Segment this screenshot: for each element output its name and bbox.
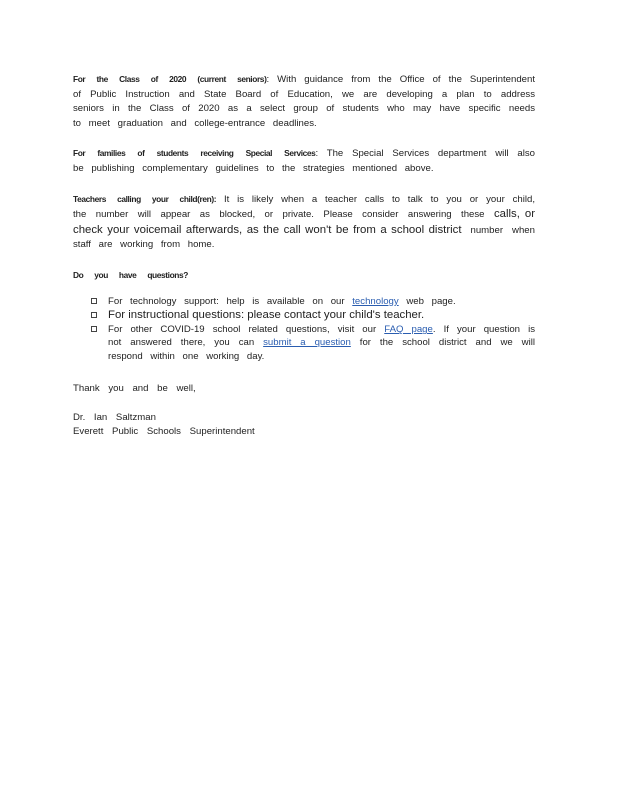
questions-list: [73, 295, 535, 363]
class-2020-text: : With guidance from the Office of the Superintendent of Public Instruction and State Board of Education, we are developing a plan to address seniors in the Class of 2020 as a select group of students who may have specific needs to meet graduation and college-entrance deadlines.: [73, 74, 535, 129]
teachers-big-text: calls, or check your voicemail afterwards, as the call won't be from a school district: [73, 208, 535, 236]
square-bullet-icon: [91, 312, 97, 318]
tech-support-text: For technology support: help is available on our: [108, 295, 353, 307]
submit-question-link[interactable]: submit a question: [263, 337, 351, 349]
teachers-text-end: number when staff are working from home.: [73, 224, 535, 251]
covid-questions-text: For other COVID-19 school related questions, visit our: [108, 324, 385, 336]
letter-body: [73, 72, 535, 440]
covid-questions-after: for the school district and we will respond within one working day.: [108, 337, 536, 362]
signature-block: [73, 411, 535, 440]
signature-title: Everett Public Schools Superintendent: [73, 426, 255, 438]
teachers-text: It is likely when a teacher calls to talk to you or your child, the number will appear as blocked, or private. Please consider answering these: [73, 193, 536, 221]
teachers-paragraph: [73, 192, 535, 253]
square-bullet-icon: [91, 326, 97, 332]
special-services-paragraph: [73, 146, 535, 176]
list-item: [91, 323, 535, 363]
covid-questions-middle: . If your question is not answered there, you can: [108, 324, 535, 349]
closing-line: Thank you and be well,: [73, 382, 196, 394]
special-services-text: : The Special Services department will also be publishing complementary guidelines to the strategies mentioned above.: [73, 148, 535, 174]
technology-link[interactable]: technology: [352, 295, 399, 307]
class-2020-lead: For the Class of 2020 (current seniors): [73, 74, 267, 84]
list-item: [91, 308, 535, 323]
questions-heading: Do you have questions?: [73, 269, 188, 280]
special-services-lead: For families of students receiving Special Services: [73, 148, 316, 159]
list-item: [91, 295, 535, 308]
class-2020-paragraph: [73, 72, 535, 131]
faq-page-link[interactable]: FAQ page: [384, 324, 433, 336]
signature-name: Dr. Ian Saltzman: [73, 411, 156, 423]
teachers-lead: Teachers calling your child(ren):: [73, 193, 217, 204]
tech-support-after: web page.: [398, 295, 456, 307]
square-bullet-icon: [91, 298, 97, 304]
instructional-questions-text: For instructional questions: please contact your child's teacher.: [108, 309, 425, 322]
